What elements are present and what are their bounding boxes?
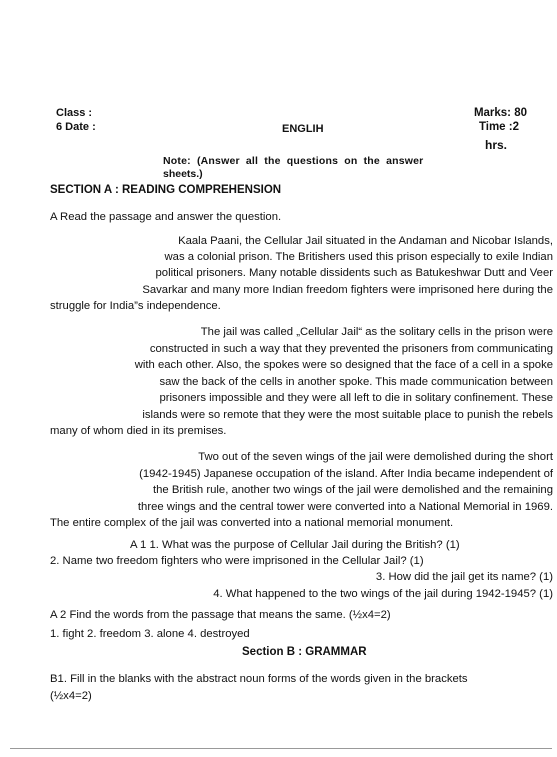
para2-line: many of whom died in its premises. (50, 425, 227, 437)
time-label: Time :2 (478, 121, 519, 133)
question-item: 2. Name two freedom fighters who were imprisoned in the Cellular Jail? (1) (50, 555, 424, 567)
para3-line: The entire complex of the jail was converted into a national memorial monument. (50, 517, 454, 529)
para2-line: saw the back of the cells in another spoke. This made communication between (159, 376, 553, 388)
b1-marks: (½x4=2) (50, 690, 92, 702)
para1-line: was a colonial prison. The Britishers used this prison especially to exile Indian (164, 251, 553, 263)
para1-line: political prisoners. Many notable dissidents such as Batukeshwar Dutt and Veer (155, 267, 553, 279)
para3-line: three wings and the central tower were converted into a National Memorial in 1969. (137, 501, 553, 513)
subject-title: ENGLIH (282, 123, 324, 135)
date-label: 6 Date : (56, 121, 96, 133)
hrs-label: hrs. (484, 138, 507, 152)
question-item: A 1 1. What was the purpose of Cellular Jail during the British? (1) (130, 539, 460, 551)
question-item: 4. What happened to the two wings of the jail during 1942-1945? (1) (213, 588, 553, 600)
para3-line: the British rule, another two wings of the jail were demolished and the remaining (152, 484, 553, 496)
note-line-2: sheets.) (163, 168, 203, 180)
para1-line: struggle for India”s independence. (50, 300, 221, 312)
marks-label: Marks: 80 (473, 107, 527, 119)
para1-line: Kaala Paani, the Cellular Jail situated in the Andaman and Nicobar Islands, (178, 235, 553, 247)
para3-line: Two out of the seven wings of the jail were demolished during the short (198, 451, 553, 463)
passage-instruction: A Read the passage and answer the question. (50, 211, 282, 223)
question-item: 3. How did the jail get its name? (1) (375, 571, 553, 583)
note-line-1: Note: (Answer all the questions on the answer (163, 155, 424, 167)
class-label: Class : (56, 107, 93, 119)
section-a-title: SECTION A : READING COMPREHENSION (50, 184, 282, 196)
para2-line: prisoners impossible and they were all left to die in solitary confinement. These (159, 392, 553, 404)
section-b-title: Section B : GRAMMAR (242, 646, 367, 658)
page-bottom-rule (10, 748, 552, 749)
para2-line: with each other. Also, the spokes were so designed that the face of a cell in a spoke (134, 359, 553, 371)
para3-line: (1942-1945) Japanese occupation of the island. After India became independent of (139, 468, 553, 480)
para1-line: Savarkar and many more Indian freedom fighters were imprisoned here during the (142, 284, 553, 296)
a2-question: A 2 Find the words from the passage that means the same. (½x4=2) (50, 609, 391, 621)
para2-line: constructed in such a way that they prevented the prisoners from communicating (149, 343, 553, 355)
para2-line: islands were so remote that they were the most suitable place to punish the rebels (142, 409, 553, 421)
para2-line: The jail was called „Cellular Jail“ as the solitary cells in the prison were (200, 326, 553, 338)
b1-question: B1. Fill in the blanks with the abstract noun forms of the words given in the brackets (50, 673, 468, 685)
a2-word-list: 1. fight 2. freedom 3. alone 4. destroyed (50, 628, 250, 640)
